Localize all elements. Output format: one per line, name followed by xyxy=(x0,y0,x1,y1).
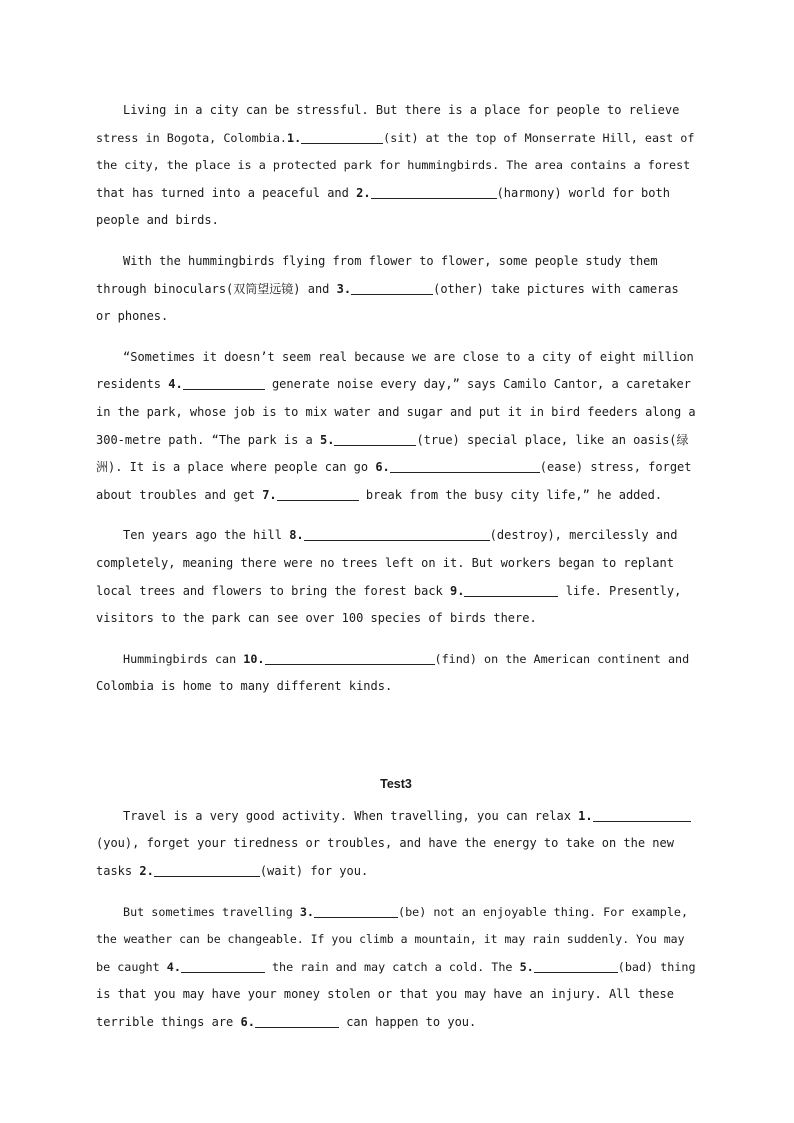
blank-number: 2. xyxy=(139,864,154,879)
answer-blank[interactable] xyxy=(593,809,691,822)
text-line: people and birds. xyxy=(96,213,219,228)
blank-number: 3. xyxy=(299,904,315,919)
text-line: Travel is a very good activity. When travelling, you can relax 1. xyxy=(96,803,696,831)
text-line: 300-metre path. “The park is a 5. (true) special place, like an oasis(绿 xyxy=(96,432,689,447)
text-line: 洲). It is a place where people can go 6. (ease) stress, forget xyxy=(96,460,692,475)
text-line: local trees and flowers to bring the forest back 9. life. Presently, xyxy=(96,583,682,598)
answer-blank[interactable] xyxy=(301,131,383,144)
blank-number: 5. xyxy=(519,959,534,974)
test3-paragraph-1 xyxy=(96,803,696,886)
text-line: is that you may have your money stolen or that you may have an injury. All these xyxy=(96,987,674,1002)
blank-number: 1. xyxy=(287,130,302,145)
text-line: Ten years ago the hill 8. (destroy), mercilessly and xyxy=(123,528,678,543)
blank-number: 2. xyxy=(356,185,371,200)
answer-blank[interactable] xyxy=(181,960,265,973)
answer-blank[interactable] xyxy=(277,488,359,501)
answer-blank[interactable] xyxy=(265,652,435,665)
text-line: terrible things are 6. can happen to you. xyxy=(96,1015,477,1030)
answer-blank[interactable] xyxy=(464,584,558,597)
text-line: residents 4. generate noise every day,” says Camilo Cantor, a caretaker xyxy=(96,377,691,392)
answer-blank[interactable] xyxy=(183,377,265,390)
text-line: through binoculars(双筒望远镜) and 3. (other) take pictures with cameras xyxy=(96,281,679,296)
blank-number: 3. xyxy=(336,281,352,296)
answer-blank[interactable] xyxy=(154,864,260,877)
blank-number: 8. xyxy=(289,528,304,543)
text-line: or phones. xyxy=(96,309,169,324)
blank-number: 10. xyxy=(243,651,265,666)
blank-number: 5. xyxy=(319,432,335,447)
text-line: that has turned into a peaceful and 2. (harmony) world for both xyxy=(96,185,670,200)
blank-number: 4. xyxy=(168,377,183,392)
answer-blank[interactable] xyxy=(314,905,398,918)
text-line: Living in a city can be stressful. But there is a place for people to relieve xyxy=(123,103,680,117)
blank-number: 1. xyxy=(578,808,593,823)
text-line: the city, the place is a protected park for hummingbirds. The area contains a forest xyxy=(96,158,691,173)
text-line: Hummingbirds can 10. (find) on the American continent and xyxy=(123,651,690,666)
answer-blank[interactable] xyxy=(334,433,416,446)
blank-number: 7. xyxy=(262,487,277,502)
paragraph-5 xyxy=(96,646,696,701)
text-line: completely, meaning there were no trees left on it. But workers began to replant xyxy=(96,555,674,570)
text-line: visitors to the park can see over 100 species of birds there. xyxy=(96,611,537,626)
text-line: the weather can be changeable. If you climb a mountain, it may rain suddenly. You may xyxy=(96,932,685,947)
paragraph-4 xyxy=(96,522,696,632)
blank-number: 6. xyxy=(375,460,390,475)
blank-number: 6. xyxy=(240,1015,255,1030)
text-line: With the hummingbirds flying from flower to flower, some people study them xyxy=(123,253,658,268)
section-title: Test3 xyxy=(380,776,412,791)
answer-blank[interactable] xyxy=(351,282,433,295)
text-line: stress in Bogota, Colombia.1. (sit) at the top of Monserrate Hill, east of xyxy=(96,130,695,145)
text-line: in the park, whose job is to mix water and sugar and put it in bird feeders along a xyxy=(96,404,696,419)
blank-number: 9. xyxy=(450,583,465,598)
paragraph-1 xyxy=(96,97,696,235)
text-line: (you), forget your tiredness or troubles, and have the energy to take on the new xyxy=(96,836,674,851)
answer-blank[interactable] xyxy=(255,1015,339,1028)
paragraph-3 xyxy=(96,344,696,510)
answer-blank[interactable] xyxy=(534,960,618,973)
text-line: But sometimes travelling 3. (be) not an enjoyable thing. For example, xyxy=(123,904,689,919)
document-page xyxy=(96,97,696,1037)
answer-blank[interactable] xyxy=(304,528,490,541)
text-line: tasks 2. (wait) for you. xyxy=(96,864,369,879)
answer-blank[interactable] xyxy=(390,460,540,473)
paragraph-2 xyxy=(96,248,696,331)
blank-number: 4. xyxy=(166,959,181,974)
text-line: about troubles and get 7. break from the busy city life,” he added. xyxy=(96,487,663,502)
text-line: Colombia is home to many different kinds. xyxy=(96,679,393,694)
test3-paragraph-2 xyxy=(96,899,696,1037)
text-line: “Sometimes it doesn’t seem real because we are close to a city of eight million xyxy=(123,349,694,364)
answer-blank[interactable] xyxy=(371,186,497,199)
text-line: be caught 4. the rain and may catch a cold. The 5. (bad) thing xyxy=(96,959,696,974)
